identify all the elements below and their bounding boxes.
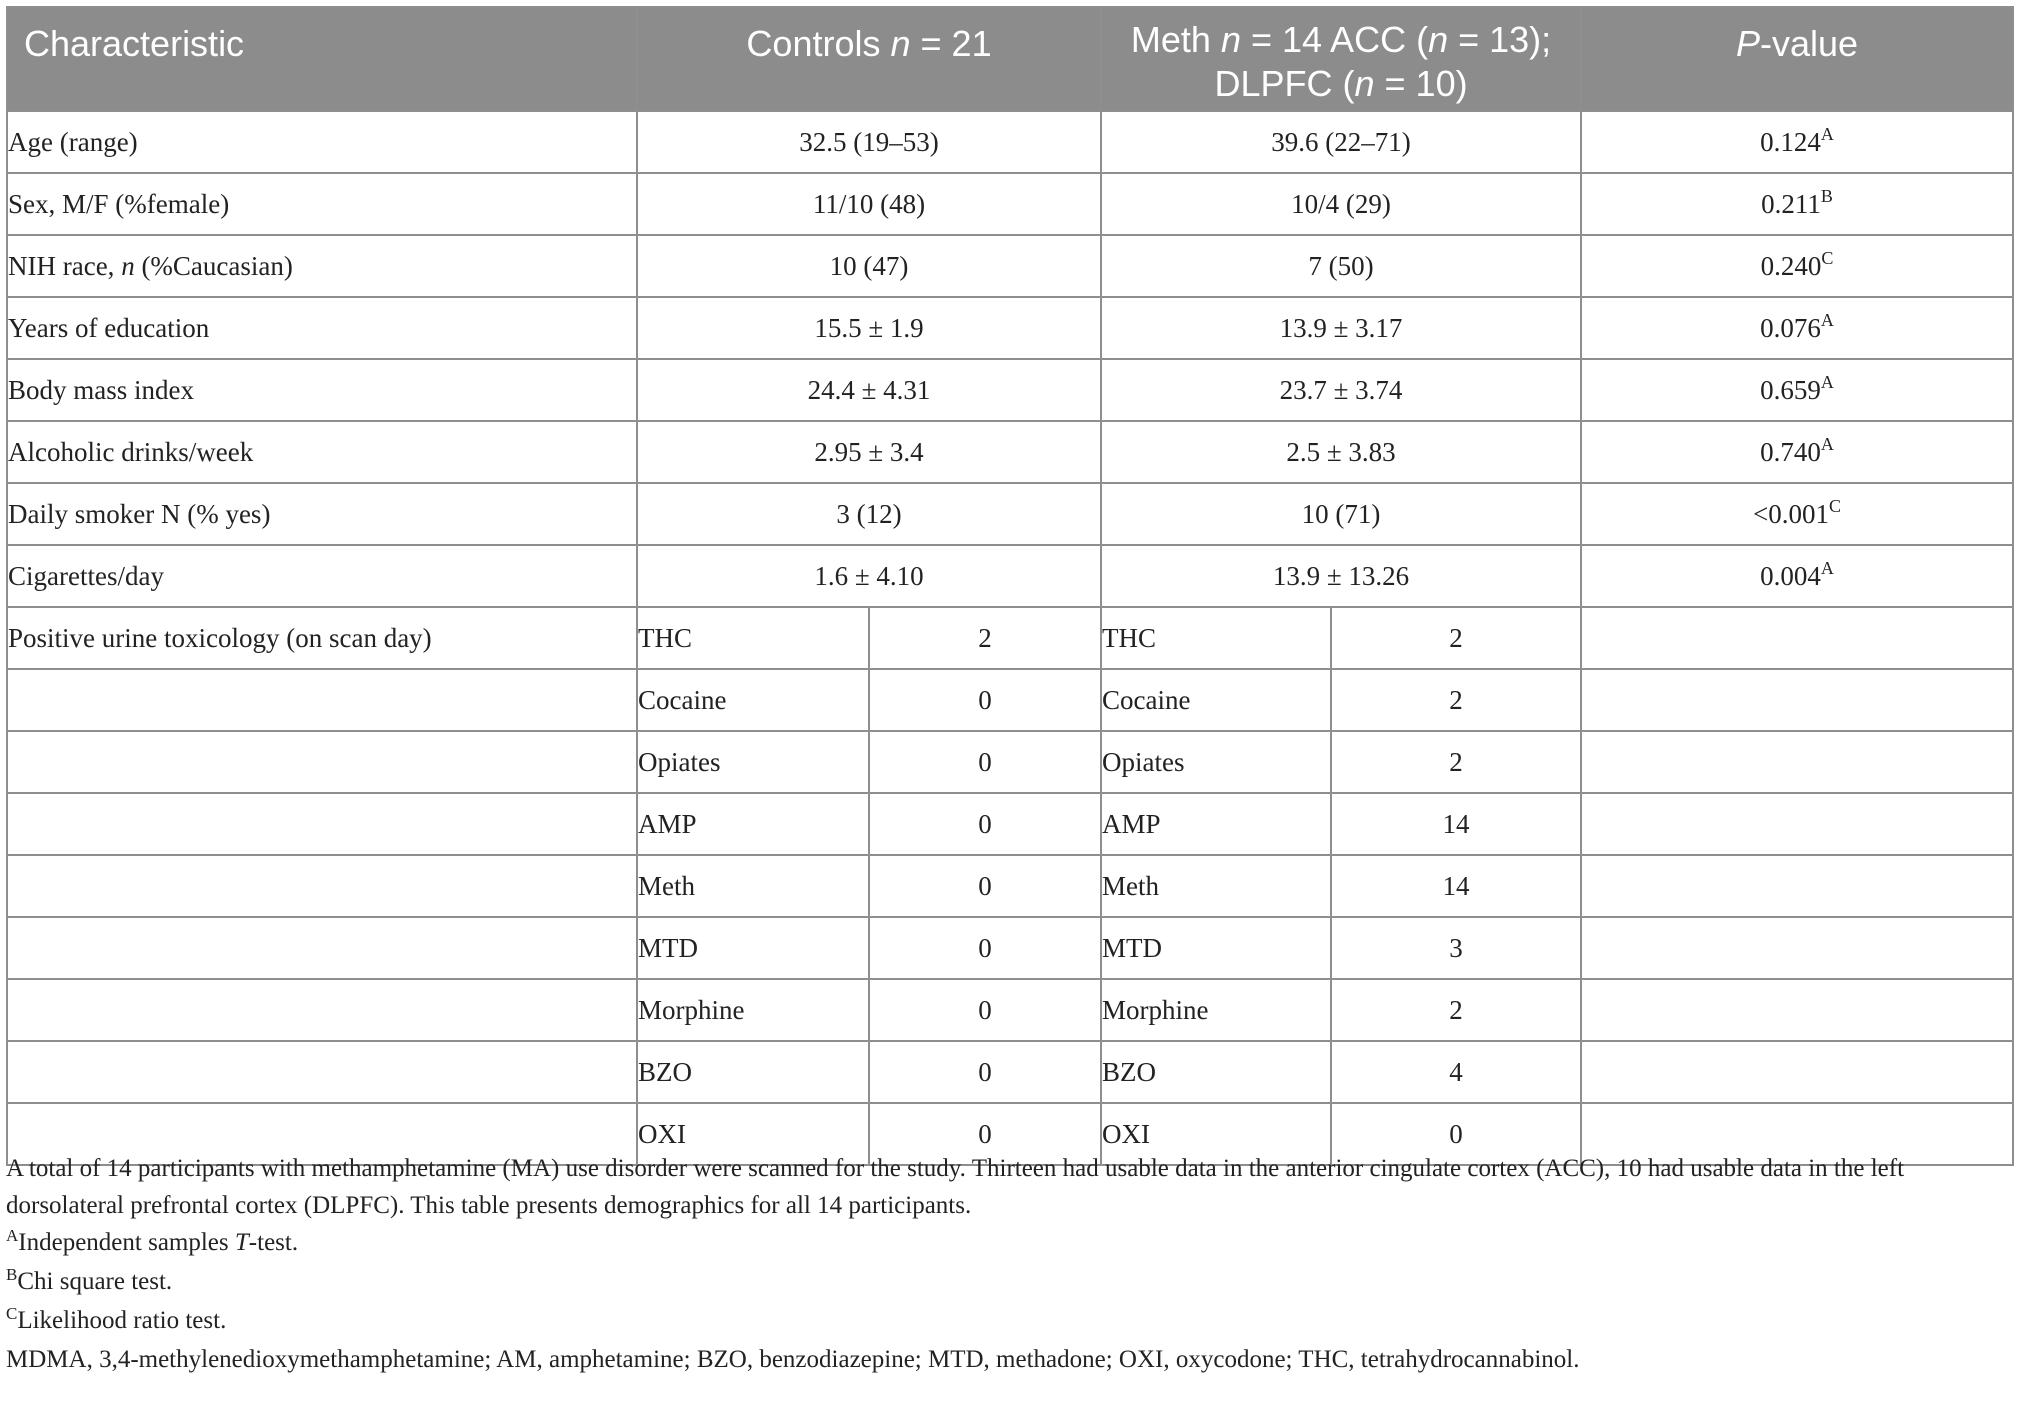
controls-value: 24.4 ± 4.31 bbox=[637, 359, 1101, 421]
meth-value: 2.5 ± 3.83 bbox=[1101, 421, 1581, 483]
table-row-race bbox=[7, 235, 2013, 297]
table-row-age bbox=[7, 111, 2013, 173]
header-row bbox=[7, 7, 2013, 111]
empty-cell bbox=[7, 917, 637, 979]
meth-count: 4 bbox=[1331, 1041, 1581, 1103]
tox-row-bzo bbox=[7, 1041, 2013, 1103]
p-value: $0.211^B$ bbox=[1581, 173, 2013, 235]
controls-count: 0 bbox=[869, 917, 1101, 979]
empty-cell bbox=[1581, 669, 2013, 731]
meth-drug: MTD bbox=[1101, 917, 1331, 979]
tox-row-thc bbox=[7, 607, 2013, 669]
footnote-a: $^A$Independent samples T-test. bbox=[6, 1226, 299, 1256]
header-controls: Controls n = 21 bbox=[637, 7, 1101, 111]
empty-cell bbox=[1581, 855, 2013, 917]
meth-count: 2 bbox=[1331, 979, 1581, 1041]
controls-drug: THC bbox=[637, 607, 869, 669]
meth-value: 10 (71) bbox=[1101, 483, 1581, 545]
footnote-c: $^C$Likelihood ratio test. bbox=[6, 1304, 227, 1334]
controls-count: 2 bbox=[869, 607, 1101, 669]
controls-value: 32.5 (19–53) bbox=[637, 111, 1101, 173]
controls-drug: OXI bbox=[637, 1103, 869, 1165]
meth-value: 23.7 ± 3.74 bbox=[1101, 359, 1581, 421]
p-value: $0.240^C$ bbox=[1581, 235, 2013, 297]
meth-value: 39.6 (22–71) bbox=[1101, 111, 1581, 173]
tox-row-morphine bbox=[7, 979, 2013, 1041]
empty-cell bbox=[1581, 979, 2013, 1041]
controls-drug: Opiates bbox=[637, 731, 869, 793]
tox-row-meth bbox=[7, 855, 2013, 917]
demographics-table bbox=[6, 6, 2014, 1166]
table-row-bmi bbox=[7, 359, 2013, 421]
controls-drug: BZO bbox=[637, 1041, 869, 1103]
table-footnotes bbox=[6, 1150, 2012, 1378]
row-label: Years of education bbox=[7, 297, 637, 359]
empty-cell bbox=[1581, 917, 2013, 979]
tox-row-cocaine bbox=[7, 669, 2013, 731]
tox-row-opiates bbox=[7, 731, 2013, 793]
row-label: Age (range) bbox=[7, 111, 637, 173]
meth-count: 14 bbox=[1331, 855, 1581, 917]
meth-drug: Morphine bbox=[1101, 979, 1331, 1041]
footnote-abbreviations: MDMA, 3,4-methylenedioxymethamphetamine; AM, amphetamine; BZO, benzodiazepine; MTD, methadone; OXI, oxycodone; THC, tetrahydrocannabinol. bbox=[6, 1346, 1580, 1373]
controls-value: 1.6 ± 4.10 bbox=[637, 545, 1101, 607]
tox-row-mtd bbox=[7, 917, 2013, 979]
meth-drug: Cocaine bbox=[1101, 669, 1331, 731]
empty-cell bbox=[1581, 793, 2013, 855]
controls-count: 0 bbox=[869, 1103, 1101, 1165]
meth-count: 3 bbox=[1331, 917, 1581, 979]
p-value: $0.124^A$ bbox=[1581, 111, 2013, 173]
table-row-cigarettes bbox=[7, 545, 2013, 607]
p-value: $0.740^A$ bbox=[1581, 421, 2013, 483]
controls-count: 0 bbox=[869, 979, 1101, 1041]
table-row-education bbox=[7, 297, 2013, 359]
header-characteristic: Characteristic bbox=[7, 7, 637, 111]
empty-cell bbox=[1581, 1041, 2013, 1103]
empty-cell bbox=[7, 793, 637, 855]
row-label: Body mass index bbox=[7, 359, 637, 421]
empty-cell bbox=[1581, 731, 2013, 793]
meth-drug: Meth bbox=[1101, 855, 1331, 917]
footnote-b: $^B$Chi square test. bbox=[6, 1265, 173, 1295]
meth-value: 13.9 ± 3.17 bbox=[1101, 297, 1581, 359]
controls-count: 0 bbox=[869, 669, 1101, 731]
meth-count: 0 bbox=[1331, 1103, 1581, 1165]
p-value: $0.076^A$ bbox=[1581, 297, 2013, 359]
controls-drug: Morphine bbox=[637, 979, 869, 1041]
header-p-value: P-value bbox=[1581, 7, 2013, 111]
controls-count: 0 bbox=[869, 855, 1101, 917]
controls-value: 3 (12) bbox=[637, 483, 1101, 545]
controls-count: 0 bbox=[869, 731, 1101, 793]
empty-cell bbox=[1581, 607, 2013, 669]
controls-count: 0 bbox=[869, 1041, 1101, 1103]
footnote-summary: A total of 14 participants with methamphetamine (MA) use disorder were scanned for the study. Thirteen had usable data in the anterior cingulate cortex (ACC), 10 had usable data in the left dorsolateral prefrontal cortex (DLPFC). This table presents demographics for all 14 participants. bbox=[6, 1155, 1905, 1219]
row-label: Alcoholic drinks/week bbox=[7, 421, 637, 483]
table-row-sex bbox=[7, 173, 2013, 235]
table-row-alcohol bbox=[7, 421, 2013, 483]
row-label: Cigarettes/day bbox=[7, 545, 637, 607]
meth-value: 13.9 ± 13.26 bbox=[1101, 545, 1581, 607]
meth-value: 7 (50) bbox=[1101, 235, 1581, 297]
p-value: $0.659^A$ bbox=[1581, 359, 2013, 421]
row-label: Daily smoker N (% yes) bbox=[7, 483, 637, 545]
meth-drug: BZO bbox=[1101, 1041, 1331, 1103]
controls-value: 2.95 ± 3.4 bbox=[637, 421, 1101, 483]
empty-cell bbox=[7, 1041, 637, 1103]
empty-cell bbox=[7, 669, 637, 731]
p-value: $0.004^A$ bbox=[1581, 545, 2013, 607]
controls-value: 10 (47) bbox=[637, 235, 1101, 297]
controls-drug: MTD bbox=[637, 917, 869, 979]
controls-value: 15.5 ± 1.9 bbox=[637, 297, 1101, 359]
table-row-smoker bbox=[7, 483, 2013, 545]
row-label: NIH race, n (%Caucasian) bbox=[7, 235, 637, 297]
controls-drug: AMP bbox=[637, 793, 869, 855]
tox-row-amp bbox=[7, 793, 2013, 855]
p-value: $<0.001^C$ bbox=[1581, 483, 2013, 545]
meth-drug: OXI bbox=[1101, 1103, 1331, 1165]
meth-count: 2 bbox=[1331, 607, 1581, 669]
controls-count: 0 bbox=[869, 793, 1101, 855]
meth-drug: Opiates bbox=[1101, 731, 1331, 793]
empty-cell bbox=[7, 979, 637, 1041]
meth-count: 2 bbox=[1331, 669, 1581, 731]
tox-label: Positive urine toxicology (on scan day) bbox=[7, 607, 637, 669]
meth-drug: THC bbox=[1101, 607, 1331, 669]
controls-drug: Meth bbox=[637, 855, 869, 917]
empty-cell bbox=[7, 855, 637, 917]
meth-value: 10/4 (29) bbox=[1101, 173, 1581, 235]
row-label: Sex, M/F (%female) bbox=[7, 173, 637, 235]
controls-drug: Cocaine bbox=[637, 669, 869, 731]
header-meth: Meth n = 14 ACC (n = 13); DLPFC (n = 10) bbox=[1101, 7, 1581, 111]
meth-drug: AMP bbox=[1101, 793, 1331, 855]
empty-cell bbox=[7, 731, 637, 793]
controls-value: 11/10 (48) bbox=[637, 173, 1101, 235]
meth-count: 14 bbox=[1331, 793, 1581, 855]
meth-count: 2 bbox=[1331, 731, 1581, 793]
